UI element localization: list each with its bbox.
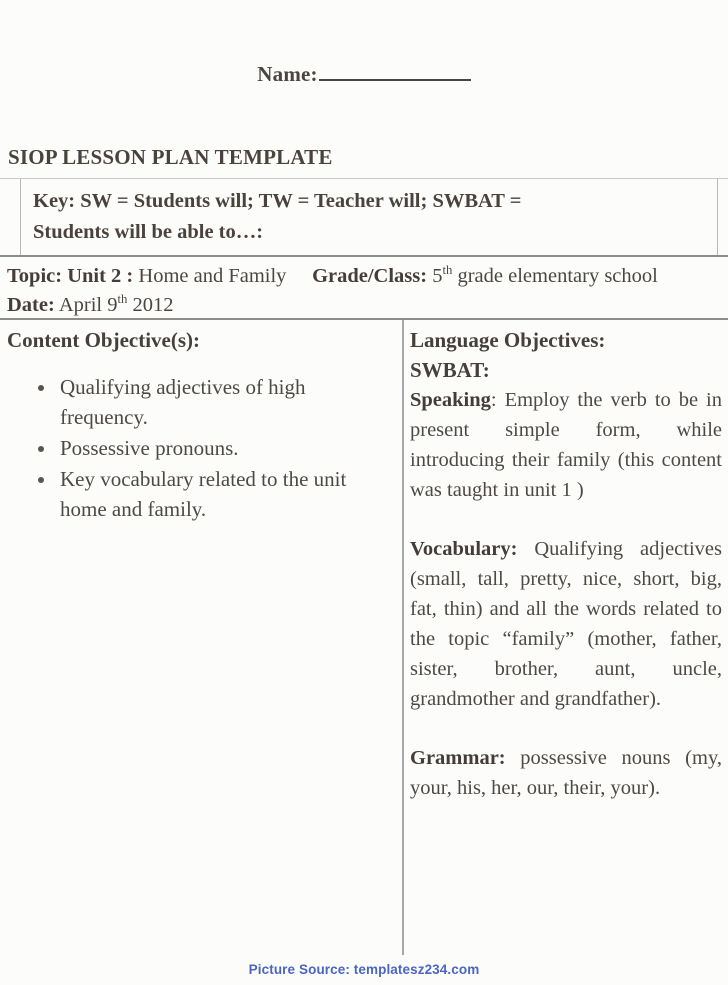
topic-grade-date-row: [7, 262, 723, 320]
column-divider: [402, 320, 404, 955]
speaking-objective: [410, 385, 722, 505]
name-field-row: [0, 62, 728, 87]
key-legend-line-2: Students will be able to…:: [33, 221, 264, 243]
grade-class-label: Grade/Class:: [312, 265, 428, 287]
vocabulary-label: Vocabulary:: [410, 538, 518, 560]
date-value-year: 2012: [132, 294, 174, 316]
picture-source-attribution: Picture Source: templatesz234.com: [248, 962, 480, 977]
grade-value-rest: grade elementary school: [457, 265, 658, 287]
date-value-month: April 9: [58, 294, 118, 316]
topic-label: Topic:: [7, 265, 63, 287]
grade-value-number: 5: [432, 265, 443, 287]
list-item: Key vocabulary related to the unit home and family.: [37, 464, 395, 524]
vocabulary-objective: [410, 534, 722, 714]
list-item: Qualifying adjectives of high frequency.: [37, 372, 395, 432]
content-objectives-heading: Content Objective(s):: [7, 328, 201, 352]
language-objectives-heading: Language Objectives:: [410, 328, 606, 352]
grammar-text: possessive nouns (my, your, his, her, our, their, your).: [410, 747, 722, 799]
topic-row-top-rule: [0, 255, 728, 257]
grammar-objective: [410, 743, 722, 803]
vocabulary-text: Qualifying adjectives (small, tall, pretty, nice, short, big, fat, thin) and all the words related to the topic “family” (mother, father, sister, brother, aunt, uncle, grandmother and grandfather).: [410, 538, 722, 710]
grammar-label: Grammar:: [410, 747, 506, 769]
name-blank-line[interactable]: [319, 64, 471, 81]
content-objectives-list: [7, 372, 395, 524]
objectives-top-rule: [0, 318, 728, 320]
language-objectives-cell: [410, 325, 722, 803]
date-value-ordinal: th: [117, 292, 128, 307]
name-label: Name:: [257, 62, 318, 86]
content-objectives-cell: [7, 325, 395, 525]
key-legend-box: [20, 179, 718, 257]
speaking-label: Speaking: [410, 389, 491, 411]
grade-value-ordinal: th: [442, 263, 453, 278]
topic-value: Home and Family: [138, 265, 287, 287]
unit-label: Unit 2 :: [67, 265, 134, 287]
language-objectives-swbat: SWBAT:: [410, 358, 490, 382]
speaking-text: : Employ the verb to be in present simple form, while introducing their family (this content was taught in unit 1 ): [410, 389, 722, 501]
page-title: SIOP LESSON PLAN TEMPLATE: [8, 145, 333, 169]
date-label: Date:: [7, 294, 55, 316]
list-item: Possessive pronouns.: [37, 433, 395, 463]
key-legend-line-1: Key: SW = Students will; TW = Teacher will; SWBAT =: [33, 190, 522, 212]
